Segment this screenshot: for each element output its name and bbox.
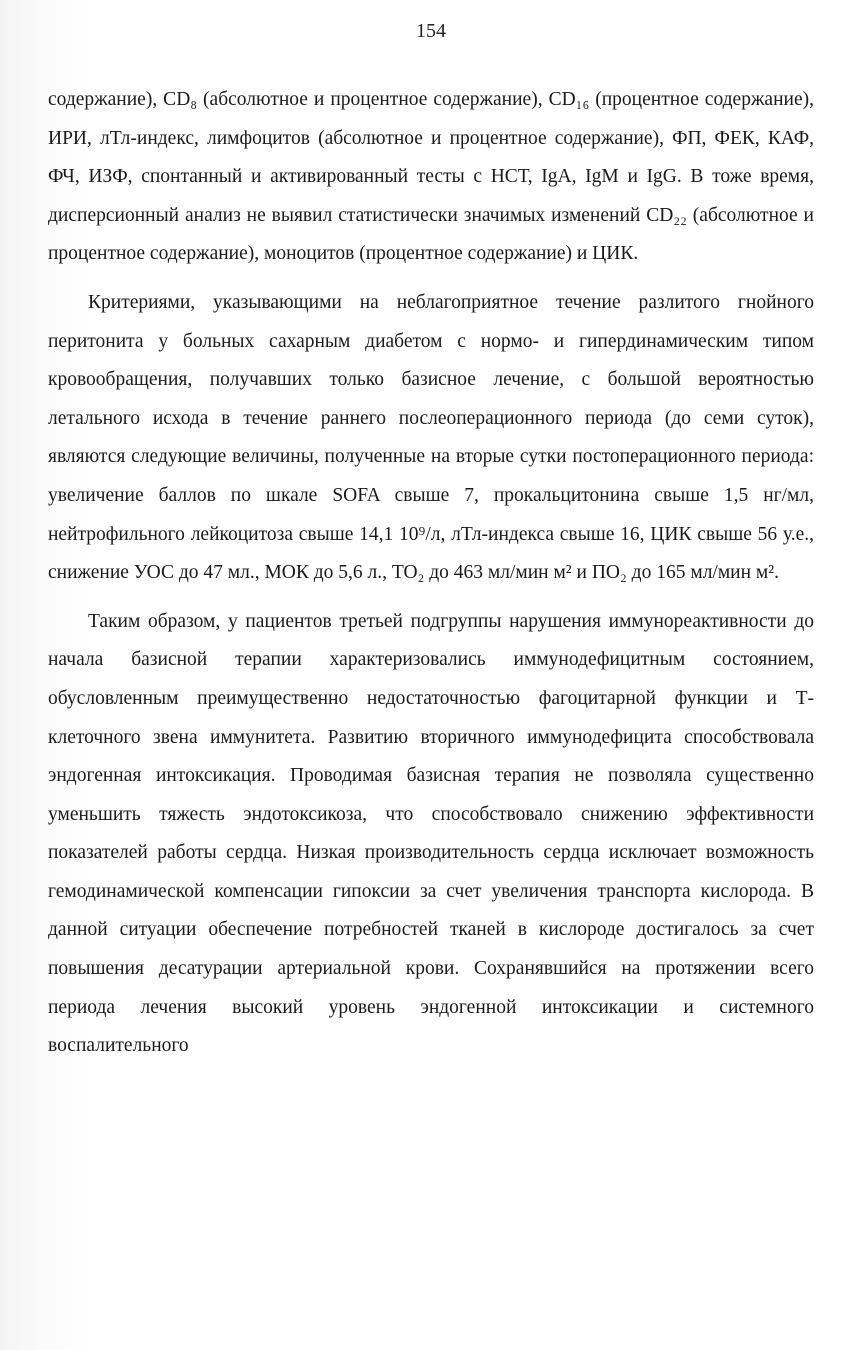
- page-number: 154: [416, 20, 446, 42]
- paragraph-1: содержание), CD₈ (абсолютное и процентное содержание), CD₁₆ (процентное содержание), ИРИ, лТл-индекс, лимфоцитов (абсолютное и процентное содержание), ФП, ФЕК, КАФ, ФЧ, ИЗФ, спонтанный и активированный тесты с НСТ, IgA, IgM и IgG. В тоже время, дисперсионный анализ не выявил статистически значимых изменений CD₂₂ (абсолютное и процентное содержание), моноцитов (процентное содержание) и ЦИК.: [48, 89, 814, 265]
- page-body: [48, 81, 814, 1066]
- paragraph-3: Таким образом, у пациентов третьей подгруппы нарушения иммунореактивности до начала базисной терапии характеризовались иммунодефицитным состоянием, обусловленным преимущественно недостаточностью фагоцитарной функции и Т-клеточного звена иммунитета. Развитию вторичного иммунодефицита способствовала эндогенная интоксикация. Проводимая базисная терапия не позволяла существенно уменьшить тяжесть эндотоксикоза, что способствовало снижению эффективности показателей работы сердца. Низкая производительность сердца исключает возможность гемодинамической компенсации гипоксии за счет увеличения транспорта кислорода. В данной ситуации обеспечение потребностей тканей в кислороде достигалось за счет повышения десатурации артериальной крови. Сохранявшийся на протяжении всего периода лечения высокий уровень эндогенной интоксикации и системного воспалительного: [48, 610, 814, 1057]
- paragraph-2: Критериями, указывающими на неблагоприятное течение разлитого гнойного перитонита у больных сахарным диабетом с нормо- и гипердинамическим типом кровообращения, получавших только базисное лечение, с большой вероятностью летального исхода в течение раннего послеоперационного периода (до семи суток), являются следующие величины, полученные на вторые сутки постоперационного периода: увеличение баллов по шкале SOFA свыше 7, прокальцитонина свыше 1,5 нг/мл, нейтрофильного лейкоцитоза свыше 14,1 10⁹/л, лТл-индекса свыше 16, ЦИК свыше 56 у.е., снижение УОС до 47 мл., МОК до 5,6 л., TO₂ до 463 мл/мин м² и ПО₂ до 165 мл/мин м².: [48, 291, 814, 584]
